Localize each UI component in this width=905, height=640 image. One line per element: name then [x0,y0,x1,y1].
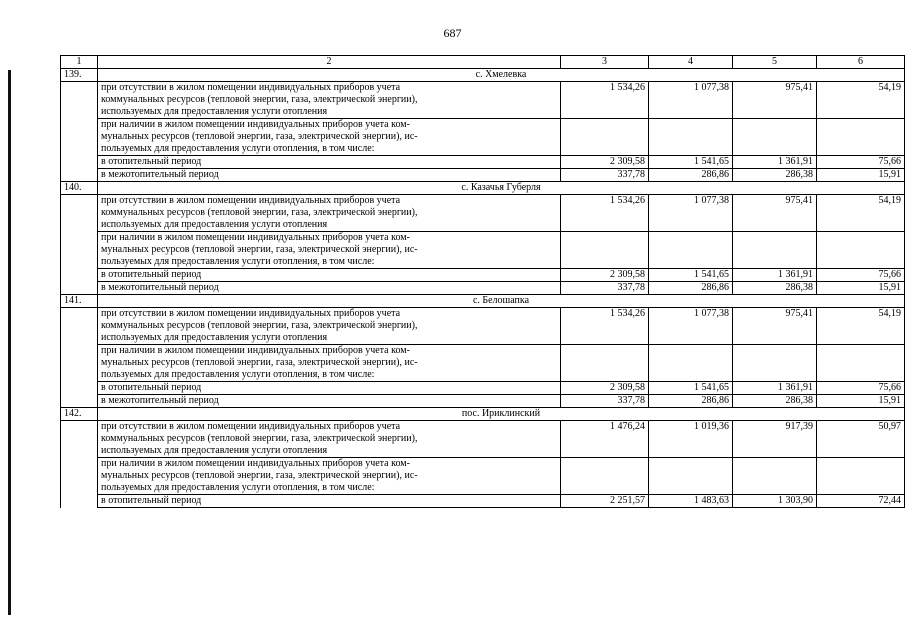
with-meters-row [61,458,905,495]
value-cell-col-3: 1 534,26 [561,82,649,119]
without-meters-row [61,82,905,119]
empty-value-cell [561,458,649,495]
period-row [61,495,905,508]
page-number: 687 [443,26,462,40]
value-cell-col-6: 75,66 [817,382,905,395]
without-meters-description [98,82,561,119]
empty-value-cell [733,345,817,382]
tariff-table [60,55,905,508]
value-cell-col-6: 75,66 [817,269,905,282]
value-cell-col-4: 1 541,65 [649,156,733,169]
with-meters-description [98,345,561,382]
row-number-blank [61,119,98,156]
description-line: мунальных ресурсов (тепловой энергии, газа, электрической энергии), ис- [101,470,418,481]
period-label: в отопительный период [98,495,561,508]
row-number-blank [61,382,98,395]
description-line: мунальных ресурсов (тепловой энергии, газа, электрической энергии), ис- [101,244,418,255]
with-meters-description [98,119,561,156]
section-number: 139. [61,69,98,82]
row-number-blank [61,345,98,382]
period-label: в отопительный период [98,269,561,282]
description-line: при наличии в жилом помещении индивидуальных приборов учета ком- [101,119,410,130]
without-meters-description [98,195,561,232]
value-cell-col-6: 50,97 [817,421,905,458]
section-header-row [61,408,905,421]
period-row [61,282,905,295]
value-cell-col-5: 1 361,91 [733,269,817,282]
empty-value-cell [649,232,733,269]
period-row [61,382,905,395]
with-meters-row [61,345,905,382]
value-cell-col-6: 54,19 [817,195,905,232]
row-number-blank [61,495,98,508]
description-line: при наличии в жилом помещении индивидуальных приборов учета ком- [101,232,410,243]
value-cell-col-5: 286,38 [733,169,817,182]
empty-value-cell [733,458,817,495]
with-meters-row [61,232,905,269]
description-line: пользуемых для предоставления услуги отопления, в том числе: [101,256,375,267]
section-header-row [61,182,905,195]
value-cell-col-3: 2 309,58 [561,269,649,282]
row-number-blank [61,195,98,232]
with-meters-description [98,232,561,269]
period-row [61,395,905,408]
empty-value-cell [649,345,733,382]
period-label: в отопительный период [98,382,561,395]
value-cell-col-4: 1 077,38 [649,82,733,119]
period-row [61,169,905,182]
description-line: используемых для предоставления услуги отопления [101,332,328,343]
description-line: пользуемых для предоставления услуги отопления, в том числе: [101,369,375,380]
with-meters-description [98,458,561,495]
section-number: 141. [61,295,98,308]
tariff-table-body [61,56,905,508]
row-number-blank [61,156,98,169]
value-cell-col-4: 1 077,38 [649,308,733,345]
empty-value-cell [561,232,649,269]
row-number-blank [61,269,98,282]
description-line: пользуемых для предоставления услуги отопления, в том числе: [101,143,375,154]
row-number-blank [61,169,98,182]
period-label: в межотопительный период [98,169,561,182]
row-number-blank [61,458,98,495]
empty-value-cell [561,119,649,156]
description-line: при наличии в жилом помещении индивидуальных приборов учета ком- [101,345,410,356]
value-cell-col-4: 286,86 [649,169,733,182]
description-line: используемых для предоставления услуги отопления [101,106,328,117]
value-cell-col-3: 1 534,26 [561,195,649,232]
description-line: при наличии в жилом помещении индивидуальных приборов учета ком- [101,458,410,469]
row-number-blank [61,395,98,408]
row-number-blank [61,308,98,345]
without-meters-description [98,421,561,458]
row-number-blank [61,282,98,295]
column-header-4: 4 [649,56,733,69]
value-cell-col-3: 337,78 [561,282,649,295]
value-cell-col-4: 286,86 [649,282,733,295]
column-header-3: 3 [561,56,649,69]
description-line: используемых для предоставления услуги отопления [101,219,328,230]
period-row [61,156,905,169]
row-number-blank [61,421,98,458]
empty-value-cell [649,458,733,495]
empty-value-cell [733,232,817,269]
value-cell-col-6: 54,19 [817,308,905,345]
without-meters-row [61,308,905,345]
column-header-5: 5 [733,56,817,69]
empty-value-cell [817,458,905,495]
period-label: в отопительный период [98,156,561,169]
description-line: при отсутствии в жилом помещении индивидуальных приборов учета [101,195,401,206]
value-cell-col-4: 1 019,36 [649,421,733,458]
description-line: коммунальных ресурсов (тепловой энергии, газа, электрической энергии), [101,320,418,331]
empty-value-cell [561,345,649,382]
description-line: коммунальных ресурсов (тепловой энергии, газа, электрической энергии), [101,433,418,444]
value-cell-col-4: 286,86 [649,395,733,408]
description-line: коммунальных ресурсов (тепловой энергии, газа, электрической энергии), [101,94,418,105]
section-name: с. Казачья Губерля [98,182,905,195]
value-cell-col-5: 917,39 [733,421,817,458]
scan-edge-artifact [8,70,11,615]
empty-value-cell [817,232,905,269]
value-cell-col-6: 54,19 [817,82,905,119]
column-header-6: 6 [817,56,905,69]
value-cell-col-3: 2 251,57 [561,495,649,508]
section-header-row [61,295,905,308]
period-row [61,269,905,282]
empty-value-cell [817,119,905,156]
value-cell-col-3: 1 476,24 [561,421,649,458]
with-meters-row [61,119,905,156]
value-cell-col-4: 1 483,63 [649,495,733,508]
section-name: пос. Ириклинский [98,408,905,421]
column-number-row [61,56,905,69]
description-line: при отсутствии в жилом помещении индивидуальных приборов учета [101,421,401,432]
column-header-1: 1 [61,56,98,69]
description-line: при отсутствии в жилом помещении индивидуальных приборов учета [101,308,401,319]
description-line: используемых для предоставления услуги отопления [101,445,328,456]
value-cell-col-5: 1 303,90 [733,495,817,508]
value-cell-col-6: 15,91 [817,395,905,408]
period-label: в межотопительный период [98,395,561,408]
value-cell-col-5: 286,38 [733,395,817,408]
value-cell-col-5: 1 361,91 [733,156,817,169]
section-header-row [61,69,905,82]
description-line: пользуемых для предоставления услуги отопления, в том числе: [101,482,375,493]
period-label: в межотопительный период [98,282,561,295]
empty-value-cell [649,119,733,156]
row-number-blank [61,232,98,269]
value-cell-col-6: 15,91 [817,169,905,182]
value-cell-col-6: 75,66 [817,156,905,169]
section-name: с. Белошапка [98,295,905,308]
value-cell-col-3: 2 309,58 [561,382,649,395]
empty-value-cell [817,345,905,382]
value-cell-col-4: 1 541,65 [649,382,733,395]
value-cell-col-5: 975,41 [733,195,817,232]
description-line: коммунальных ресурсов (тепловой энергии, газа, электрической энергии), [101,207,418,218]
description-line: мунальных ресурсов (тепловой энергии, газа, электрической энергии), ис- [101,357,418,368]
section-number: 140. [61,182,98,195]
value-cell-col-4: 1 077,38 [649,195,733,232]
without-meters-row [61,421,905,458]
value-cell-col-5: 1 361,91 [733,382,817,395]
value-cell-col-3: 2 309,58 [561,156,649,169]
section-number: 142. [61,408,98,421]
value-cell-col-6: 15,91 [817,282,905,295]
value-cell-col-3: 1 534,26 [561,308,649,345]
without-meters-description [98,308,561,345]
section-name: с. Хмелевка [98,69,905,82]
value-cell-col-5: 975,41 [733,82,817,119]
value-cell-col-3: 337,78 [561,395,649,408]
description-line: при отсутствии в жилом помещении индивидуальных приборов учета [101,82,401,93]
value-cell-col-5: 975,41 [733,308,817,345]
column-header-2: 2 [98,56,561,69]
description-line: мунальных ресурсов (тепловой энергии, газа, электрической энергии), ис- [101,131,418,142]
without-meters-row [61,195,905,232]
value-cell-col-6: 72,44 [817,495,905,508]
value-cell-col-3: 337,78 [561,169,649,182]
empty-value-cell [733,119,817,156]
value-cell-col-5: 286,38 [733,282,817,295]
value-cell-col-4: 1 541,65 [649,269,733,282]
row-number-blank [61,82,98,119]
